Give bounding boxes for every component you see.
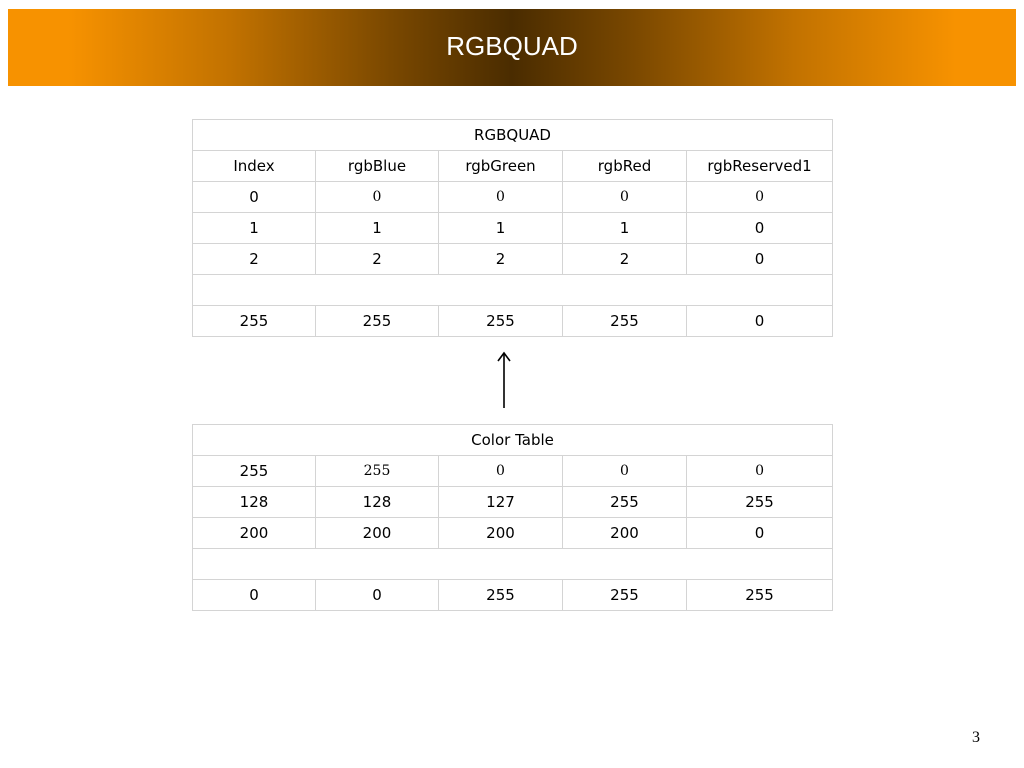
table-cell: 0 bbox=[439, 456, 563, 487]
table-row bbox=[193, 244, 833, 275]
table-cell: 1 bbox=[563, 213, 687, 244]
table-cell: 255 bbox=[316, 456, 439, 487]
table-row bbox=[193, 182, 833, 213]
table-row-empty bbox=[193, 549, 833, 580]
table-cell: 1 bbox=[193, 213, 316, 244]
table-cell: 0 bbox=[563, 182, 687, 213]
table-cell: 255 bbox=[316, 306, 439, 337]
table-cell: 0 bbox=[687, 456, 833, 487]
table-cell: 255 bbox=[687, 580, 833, 611]
column-header: rgbReserved1 bbox=[687, 151, 833, 182]
table-row-empty bbox=[193, 275, 833, 306]
table-cell: 2 bbox=[193, 244, 316, 275]
table-cell: 200 bbox=[439, 518, 563, 549]
table-row bbox=[193, 306, 833, 337]
color-table-caption: Color Table bbox=[193, 425, 833, 456]
title-bar bbox=[8, 9, 1016, 86]
column-header: rgbBlue bbox=[316, 151, 439, 182]
column-header: rgbRed bbox=[563, 151, 687, 182]
table-cell: 0 bbox=[687, 518, 833, 549]
table-cell: 255 bbox=[563, 487, 687, 518]
table-cell: 255 bbox=[563, 306, 687, 337]
table-row bbox=[193, 213, 833, 244]
empty-cell bbox=[193, 549, 833, 580]
table-cell: 200 bbox=[193, 518, 316, 549]
table-cell: 255 bbox=[439, 580, 563, 611]
table-row bbox=[193, 487, 833, 518]
table-row bbox=[193, 456, 833, 487]
table-cell: 1 bbox=[439, 213, 563, 244]
table-row bbox=[193, 580, 833, 611]
table-cell: 127 bbox=[439, 487, 563, 518]
column-header: rgbGreen bbox=[439, 151, 563, 182]
empty-cell bbox=[193, 275, 833, 306]
table-cell: 0 bbox=[316, 182, 439, 213]
table-cell: 0 bbox=[316, 580, 439, 611]
table-cell: 200 bbox=[563, 518, 687, 549]
table-cell: 128 bbox=[316, 487, 439, 518]
page-number: 3 bbox=[972, 729, 980, 746]
table-cell: 0 bbox=[193, 182, 316, 213]
color-table bbox=[192, 424, 833, 611]
table-caption-row bbox=[193, 425, 833, 456]
table-cell: 2 bbox=[563, 244, 687, 275]
table-cell: 255 bbox=[563, 580, 687, 611]
table-caption-row bbox=[193, 120, 833, 151]
table-cell: 0 bbox=[687, 244, 833, 275]
table-cell: 2 bbox=[439, 244, 563, 275]
rgbquad-caption: RGBQUAD bbox=[193, 120, 833, 151]
table-row bbox=[193, 518, 833, 549]
table-cell: 128 bbox=[193, 487, 316, 518]
table-cell: 255 bbox=[687, 487, 833, 518]
column-header: Index bbox=[193, 151, 316, 182]
table-cell: 2 bbox=[316, 244, 439, 275]
rgbquad-table bbox=[192, 119, 833, 337]
slide-title: RGBQUAD bbox=[446, 31, 578, 61]
table-cell: 0 bbox=[687, 182, 833, 213]
table-cell: 200 bbox=[316, 518, 439, 549]
up-arrow-icon bbox=[494, 350, 514, 410]
table-cell: 0 bbox=[193, 580, 316, 611]
table-cell: 255 bbox=[439, 306, 563, 337]
table-cell: 1 bbox=[316, 213, 439, 244]
table-header-row bbox=[193, 151, 833, 182]
table-cell: 0 bbox=[439, 182, 563, 213]
table-cell: 0 bbox=[687, 213, 833, 244]
table-cell: 255 bbox=[193, 306, 316, 337]
table-cell: 255 bbox=[193, 456, 316, 487]
table-cell: 0 bbox=[687, 306, 833, 337]
table-cell: 0 bbox=[563, 456, 687, 487]
